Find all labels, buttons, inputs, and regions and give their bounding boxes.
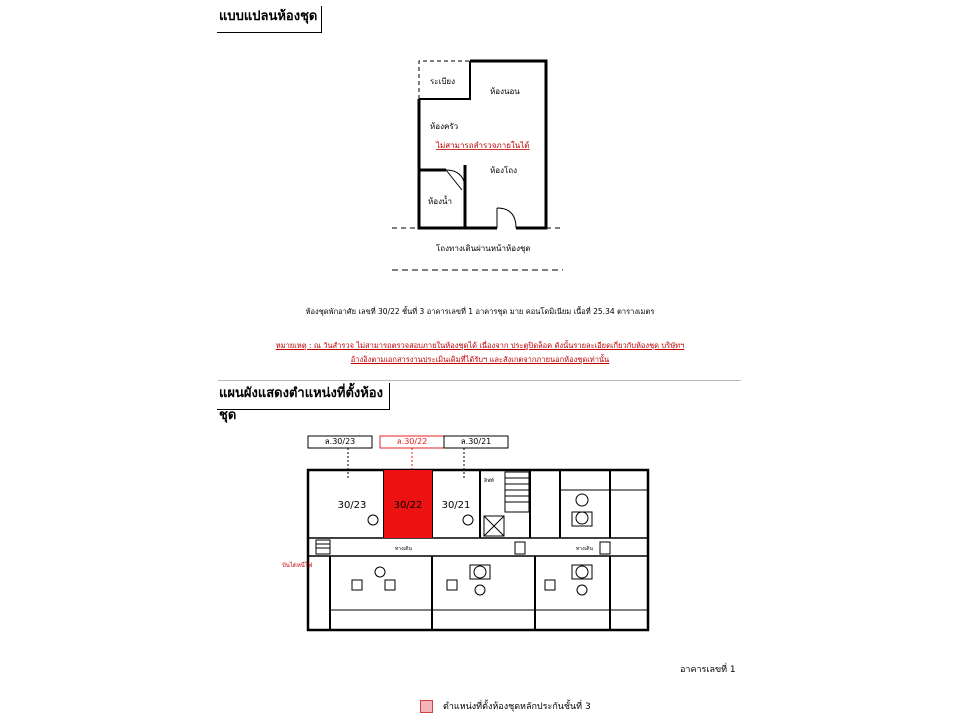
room-balcony: ระเบียง [430, 77, 455, 86]
section-title-location: แผนผังแสดงตำแหน่งที่ตั้งห้องชุด [217, 383, 390, 410]
inaccessible-note: ไม่สามารถสำรวจภายในได้ [436, 141, 530, 150]
section-divider [218, 380, 741, 381]
unit-description: ห้องชุดพักอาศัย เลขที่ 30/22 ชั้นที่ 3 อาคารเลขที่ 1 อาคารชุด มาย คอนโดมิเนียม เนื้อที่ 25.34 ตารางเมตร [305, 307, 655, 316]
corridor-label: โถงทางเดินผ่านหน้าห้องชุด [436, 244, 531, 253]
fire-stair-label: บันไดหนีไฟ [282, 562, 313, 569]
unit-label-30-23: 30/23 [337, 500, 367, 511]
unit-floor-plan [392, 61, 563, 270]
unit-tag-label-30-23: ล.30/23 [324, 437, 356, 446]
room-bathroom: ห้องน้ำ [428, 197, 452, 206]
site-floor-plan [308, 436, 648, 630]
remark-line-2: อ้างอิงตามเอกสารงานประเมินเดิมที่ได้รับฯ และสังเกตจากภายนอกห้องชุดเท่านั้น [350, 355, 610, 364]
building-label: อาคารเลขที่ 1 [680, 665, 736, 675]
section-title-plan: แบบแปลนห้องชุด [217, 6, 322, 33]
legend-label: ตำแหน่งที่ตั้งห้องชุดหลักประกันชั้นที่ 3 [443, 702, 591, 712]
unit-tag-label-30-22: ล.30/22 [396, 437, 428, 446]
corridor-label-left: ทางเดิน [395, 546, 412, 552]
room-bedroom: ห้องนอน [490, 87, 520, 96]
unit-tag-label-30-21: ล.30/21 [460, 437, 492, 446]
lift-label: ลิฟท์ [484, 478, 494, 484]
corridor-label-right: ทางเดิน [576, 546, 593, 552]
room-kitchen: ห้องครัว [430, 122, 459, 131]
legend-swatch [420, 700, 433, 713]
unit-label-30-21: 30/21 [441, 500, 471, 511]
remark-line-1: หมายเหตุ : ณ วันสำรวจ ไม่สามารถตรวจสอบภายในห้องชุดได้ เนื่องจาก ประตูปิดล็อค ดังนั้นรายละเอียดเกี่ยวกับห้องชุด บริษัทฯ [275, 341, 685, 350]
room-living: ห้องโถง [490, 166, 518, 175]
unit-label-30-22: 30/22 [393, 500, 423, 511]
legend [420, 699, 591, 713]
